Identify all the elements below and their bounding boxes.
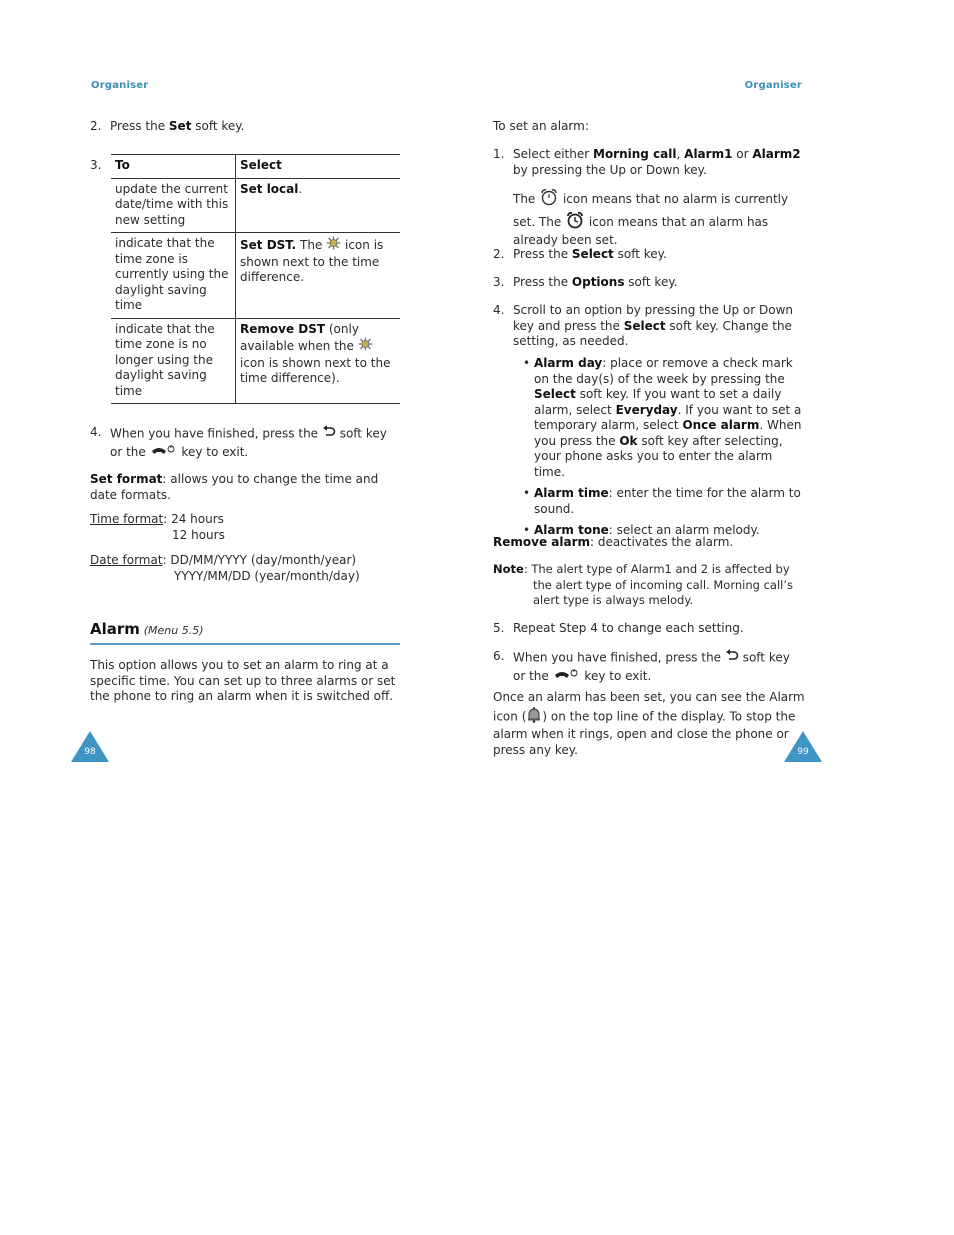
step-text: soft key or the [110, 426, 387, 459]
intro-text: To set an alarm: [493, 119, 589, 133]
set-key-label: Set [168, 119, 192, 133]
item-text: . If you want to set a temporary alarm, select [534, 402, 802, 432]
separator: : [162, 553, 171, 567]
alarm-step-4 [493, 303, 805, 350]
step-3 [90, 154, 402, 404]
section-rule [90, 643, 400, 645]
item-text: : enter the time for the alarm to sound. [534, 486, 801, 516]
running-header-right: Organiser [744, 80, 802, 91]
option-remove-dst: Remove DST [240, 321, 326, 336]
back-key-icon [322, 425, 336, 443]
step-text: When you have finished, press the [513, 650, 725, 665]
alarm-day-label: Alarm day [534, 356, 603, 370]
option-set-dst: Set DST. [240, 237, 297, 252]
step-text: key to exit. [580, 668, 652, 683]
step-number: 4. [90, 425, 102, 439]
note-text: icon means that an alarm has already been set. [513, 214, 769, 247]
remove-alarm-para [493, 535, 805, 551]
item-text: . When you press the [534, 418, 802, 448]
bullet: • [523, 523, 531, 537]
col-header-to: To [115, 158, 130, 172]
ok-key-label: Ok [619, 433, 638, 448]
time-format-option: 12 hours [172, 527, 225, 542]
end-key-icon [553, 667, 581, 686]
bullet: • [523, 486, 531, 500]
table-row [111, 178, 400, 233]
menu-reference: (Menu 5.5) [143, 624, 204, 637]
alarm-bell-icon [526, 706, 542, 728]
col-header-select: Select [240, 158, 282, 172]
note-label: Note [493, 562, 524, 576]
dst-sun-icon [326, 236, 341, 255]
alarm-step-1 [493, 147, 805, 249]
note-text: icon means that no alarm is currently set. The [513, 191, 789, 229]
step-text: soft key. Change the setting, as needed. [513, 318, 792, 348]
select-key-label: Select [534, 387, 576, 401]
step-number: 3. [90, 158, 102, 172]
step-text: , [676, 147, 685, 161]
bullet: • [523, 356, 531, 370]
date-format-option: DD/MM/YYYY (day/month/year) [170, 553, 357, 567]
page-number: 99 [797, 747, 809, 757]
step-text: When you have finished, press the [110, 426, 322, 441]
end-key-icon [150, 443, 178, 462]
alarm-time-label: Alarm time [534, 486, 609, 500]
step-text: Press the [513, 247, 572, 261]
step-text: by pressing the Up or Down key. [513, 162, 707, 177]
set-format-label: Set format [90, 472, 163, 486]
cell-text: (only available when the [240, 321, 359, 353]
options-key-label: Options [571, 275, 625, 289]
step-text: Scroll to an option by pressing the Up or Down key and press the [513, 303, 793, 333]
alarm-intro-line [493, 119, 805, 135]
table-header-row [111, 155, 400, 179]
option-set-local: Set local [240, 181, 299, 196]
set-format-para [90, 472, 402, 503]
item-text: soft key. If you want to set a daily alarm, select [534, 387, 782, 417]
cell-text: icon is shown next to the time difference). [240, 355, 391, 385]
alarm-section-heading [90, 622, 400, 645]
step-number: 2. [493, 247, 505, 261]
page-99 [477, 0, 954, 1235]
step-text: Press the [110, 119, 169, 133]
set-format-text: : allows you to change the time and date formats. [90, 472, 379, 502]
running-header-left: Organiser [91, 80, 149, 91]
once-alarm-label: Once alarm [682, 418, 760, 432]
alarm-step-6 [493, 649, 805, 685]
page-number: 98 [84, 747, 96, 757]
alarm-step-3 [493, 275, 805, 291]
table-row [111, 318, 400, 404]
back-key-icon [725, 649, 739, 667]
alarm-intro-text: This option allows you to set an alarm to ring at a specific time. You can set up to three alarms or set the phone to ring an alarm when it is switched off. [90, 658, 396, 703]
everyday-label: Everyday [615, 402, 678, 417]
remove-alarm-label: Remove alarm [493, 535, 590, 549]
step-number: 2. [90, 119, 102, 133]
option-alarm1: Alarm1 [684, 147, 733, 161]
step-number: 4. [493, 303, 505, 317]
cell-text: The [296, 237, 327, 252]
dst-sun-icon [358, 337, 373, 356]
step-number: 1. [493, 147, 505, 161]
alarm-options-list [523, 356, 807, 539]
note-text: the alert type of incoming call. Morning call’s [533, 577, 793, 592]
step-2 [90, 119, 402, 135]
remove-alarm-text: : deactivates the alarm. [590, 535, 734, 549]
alarm-tone-label: Alarm tone [534, 523, 609, 537]
time-setting-table [111, 154, 400, 404]
step-text: Select either [513, 147, 593, 161]
date-format-para [90, 553, 402, 584]
step-4 [90, 425, 402, 461]
alarm-step-5 [493, 621, 805, 637]
option-alarm2: Alarm2 [752, 147, 801, 161]
date-format-option: YYYY/MM/DD (year/month/day) [174, 568, 360, 583]
final-text: Once an alarm has been set, you can see the Alarm icon ( [493, 690, 805, 723]
note-text: alert type is always melody. [533, 593, 694, 607]
step-text: or [732, 147, 753, 161]
item-text: soft key after selecting, your phone asks you to enter the alarm time. [534, 433, 783, 479]
separator: : [163, 512, 172, 526]
step-text: soft key. [624, 275, 678, 289]
time-format-option: 24 hours [171, 512, 224, 526]
step-text: Repeat Step 4 to change each setting. [513, 621, 744, 635]
time-format-para [90, 512, 402, 543]
final-para [493, 690, 805, 758]
alarm-step-2 [493, 247, 805, 263]
alarm-clock-on-icon [565, 211, 585, 234]
note-text: : The alert type of Alarm1 and 2 is affected by [523, 562, 790, 576]
note-block [493, 562, 805, 609]
cell-text: . [298, 181, 303, 196]
step-number: 6. [493, 649, 505, 663]
cell-text: icon is shown next to the time difference. [240, 237, 384, 284]
option-morning-call: Morning call [593, 147, 677, 161]
final-text: ) on the top line of the display. To stop the alarm when it rings, open and close the phone or press any key. [493, 708, 796, 757]
cell-select [236, 178, 401, 233]
select-key-label: Select [571, 247, 614, 261]
cell-select [236, 233, 401, 319]
step-text: Press the [513, 275, 572, 289]
list-item-alarm-time [523, 486, 807, 517]
cell-to: indicate that the time zone is no longer using the daylight saving time [111, 318, 236, 404]
cell-select [236, 318, 401, 404]
alarm-intro [90, 658, 402, 705]
step-text: soft key. [191, 119, 245, 133]
alarm-clock-off-icon [539, 188, 559, 211]
alarm-icon-note [493, 188, 805, 249]
cell-to: indicate that the time zone is currently using the daylight saving time [111, 233, 236, 319]
item-text: : place or remove a check mark on the day(s) of the week by pressing the [534, 356, 793, 386]
item-text: : select an alarm melody. [608, 523, 760, 537]
step-text: soft key. [613, 247, 667, 261]
select-key-label: Select [623, 318, 666, 333]
list-item-alarm-day [523, 356, 807, 480]
step-number: 3. [493, 275, 505, 289]
time-format-label: Time format [90, 512, 164, 526]
cell-to: update the current date/time with this new setting [111, 178, 236, 233]
table-row [111, 233, 400, 319]
section-title: Alarm [90, 620, 140, 638]
step-text: key to exit. [177, 444, 249, 459]
step-number: 5. [493, 621, 505, 635]
step-text: soft key or the [513, 650, 790, 683]
note-text: The [513, 191, 540, 206]
date-format-label: Date format [90, 553, 163, 567]
